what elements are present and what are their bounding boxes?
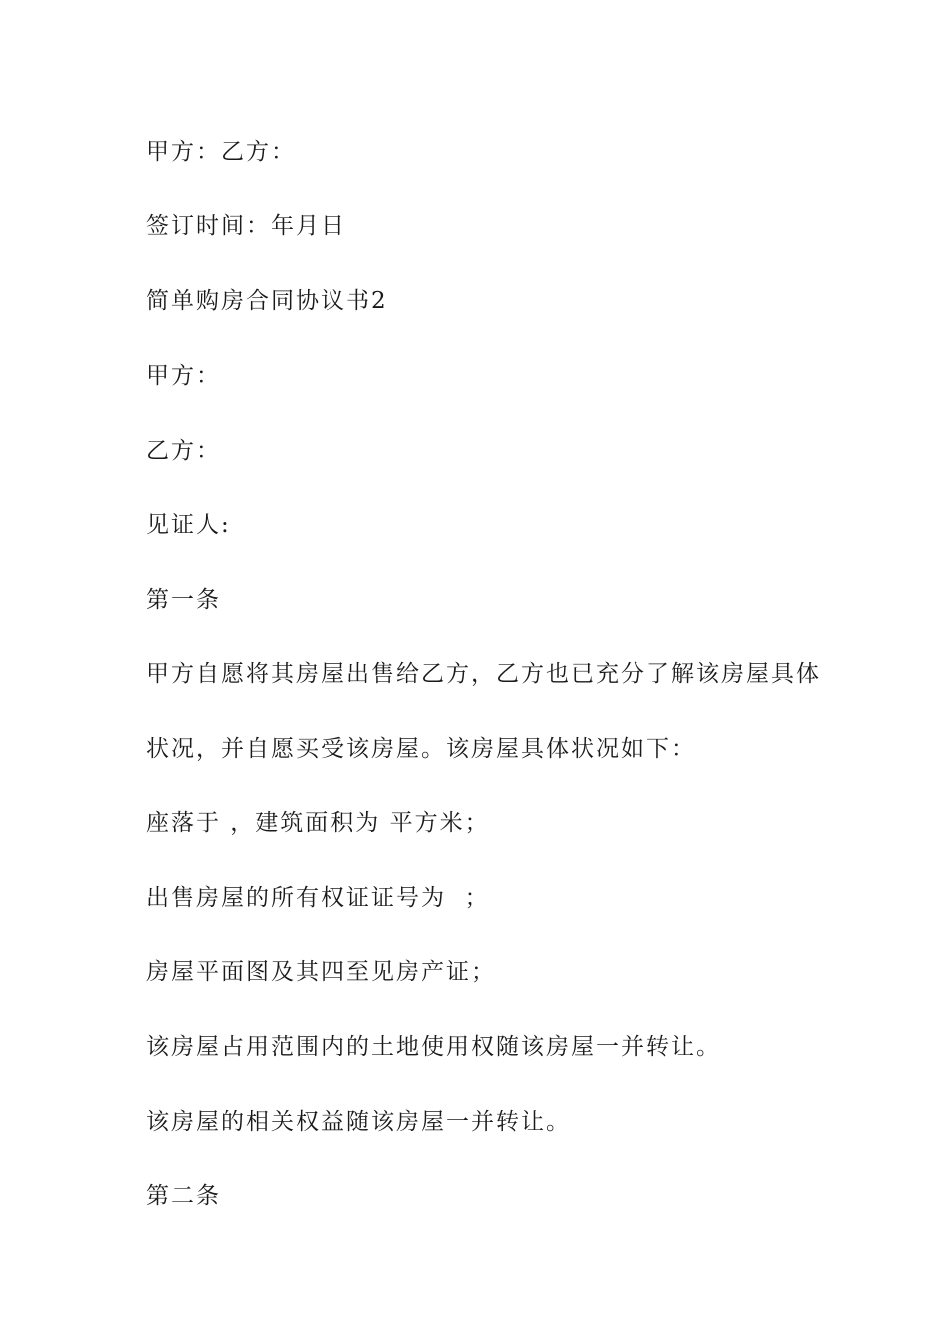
contract-title: 简单购房合同协议书2 <box>146 288 388 314</box>
location-area-line: 座落于 ，建筑面积为 平方米； <box>146 810 490 836</box>
witness-line: 见证人: <box>146 512 231 538</box>
article-two-heading: 第二条 <box>146 1183 221 1209</box>
article-one-paragraph-2: 状况，并自愿买受该房屋。该房屋具体状况如下： <box>146 736 696 762</box>
related-rights-line: 该房屋的相关权益随该房屋一并转让。 <box>146 1109 571 1135</box>
party-a-line: 甲方： <box>146 363 221 389</box>
article-one-heading: 第一条 <box>146 587 221 613</box>
ownership-certificate-line: 出售房屋的所有权证证号为 ； <box>146 885 490 911</box>
floor-plan-line: 房屋平面图及其四至见房产证； <box>146 959 496 985</box>
land-use-right-line: 该房屋占用范围内的土地使用权随该房屋一并转让。 <box>146 1034 721 1060</box>
party-a-b-line: 甲方：乙方： <box>146 139 296 165</box>
signing-date-line: 签订时间：年月日 <box>146 213 346 239</box>
article-one-paragraph-1: 甲方自愿将其房屋出售给乙方，乙方也已充分了解该房屋具体 <box>146 661 821 687</box>
party-b-line: 乙方： <box>146 438 221 464</box>
